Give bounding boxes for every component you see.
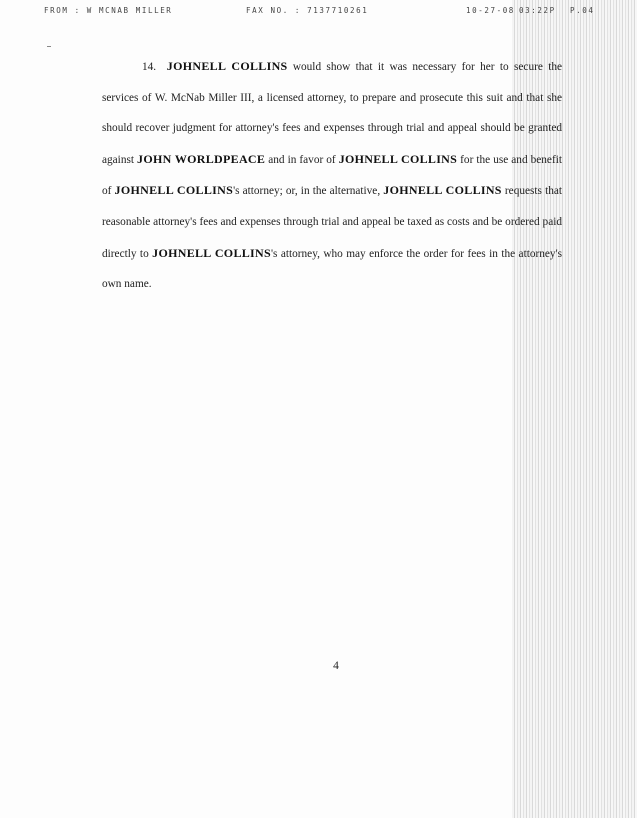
paragraph-text-part: 's attorney, who may enforce the order for fees in the attorney's own name. (102, 247, 562, 291)
paragraph-text-part: 's attorney; or, in the alternative, (233, 185, 384, 198)
fax-page-indicator: P.04 (570, 6, 595, 15)
paragraph-number: 14. (142, 61, 157, 73)
paragraph-text-part: and in favor of (265, 153, 339, 166)
paragraph-text-part: for the use and benefit of (102, 153, 562, 198)
paragraph-text (102, 51, 562, 300)
fax-number: FAX NO. : 7137710261 (246, 6, 369, 15)
party-name: JOHNELL COLLINS (338, 151, 458, 166)
paragraph-14 (102, 51, 562, 300)
party-name: JOHN WORLDPEACE (137, 151, 266, 166)
paragraph-text-part: requests that reasonable attorney's fees and expenses through trial and appeal be taxed as costs and be ordered paid directly to (102, 185, 563, 260)
page-number: 4 (333, 660, 339, 672)
fax-date: 10-27-08 (466, 6, 515, 15)
paragraph-text-part: would show that it was necessary for her to secure the services of W. McNab Miller III, a licensed attorney, to prepare and prosecute this suit and that she should recover judgment for attorney's fees and expenses through trial and appeal should be granted against (102, 61, 563, 166)
fax-header (44, 6, 604, 20)
scan-speck (47, 46, 51, 47)
party-name: JOHNELL COLLINS (383, 183, 502, 198)
party-name: JOHNELL COLLINS (166, 59, 288, 73)
fax-time: 03:22P (519, 6, 556, 15)
fax-sender: FROM : W MCNAB MILLER (44, 6, 173, 15)
party-name: JOHNELL COLLINS (152, 245, 271, 260)
party-name: JOHNELL COLLINS (114, 183, 234, 198)
